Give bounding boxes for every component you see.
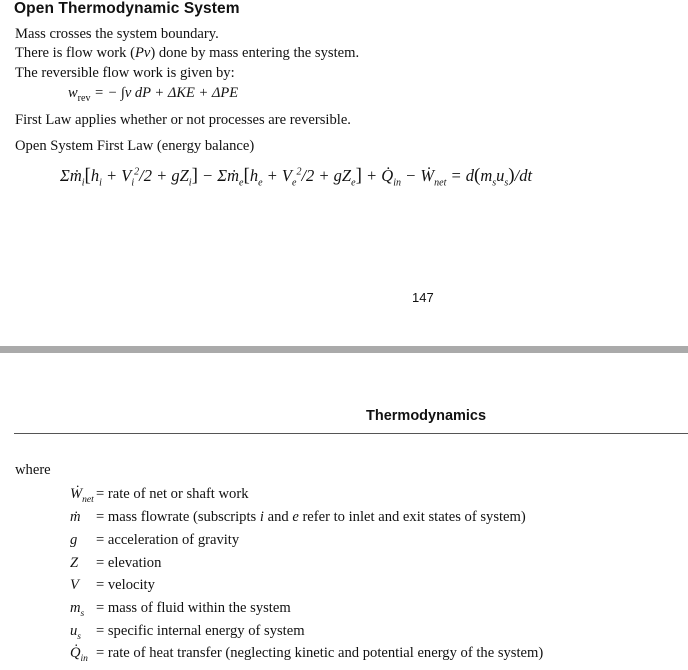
section-heading: Open Thermodynamic System	[14, 0, 240, 17]
intro-line-flow-work: There is flow work (Pv) done by mass entering the system.	[15, 45, 360, 61]
definition-text: = elevation	[96, 555, 162, 571]
flow-work-formula: $w_{rev}$ = − ∫v dP + ΔKE + ΔPE	[68, 85, 239, 104]
symbol-z: Z	[70, 555, 79, 571]
where-label: where	[15, 462, 51, 478]
definition-text: = mass flowrate (subscripts i and e refer to inlet and exit states of system)	[96, 509, 526, 525]
symbol-g: g	[70, 532, 78, 548]
energy-balance-formula: $\Sigma ṁ_i[h_i + V_i^2/2 + gZ_i]$ − $\Sigma ṁ_e[h_e + V_e^2/2 + gZ_e]$ + $Q̇_{in}$ − Ẇ$_{net}$ = $d(m_su_s)/dt$	[60, 165, 533, 189]
symbol-us: $u_s$	[70, 623, 81, 642]
page-divider	[0, 346, 688, 353]
definition-text: = specific internal energy of system	[96, 623, 305, 639]
first-law-line: First Law applies whether or not processes are reversible.	[15, 112, 351, 128]
running-head: Thermodynamics	[366, 408, 487, 424]
symbol-ms: $m_s$	[70, 600, 85, 619]
page-number: 147	[412, 290, 434, 305]
definition-text: = mass of fluid within the system	[96, 600, 291, 616]
symbol-v: V	[70, 577, 79, 593]
definition-text: = acceleration of gravity	[96, 532, 240, 548]
header-rule	[14, 433, 688, 434]
symbol-mdot: ṁ	[70, 509, 81, 525]
intro-line-mass: Mass crosses the system boundary.	[15, 26, 219, 42]
open-system-line: Open System First Law (energy balance)	[15, 138, 255, 154]
definition-text: = rate of heat transfer (neglecting kinetic and potential energy of the system)	[96, 645, 544, 661]
definition-text: = rate of net or shaft work	[96, 486, 249, 502]
definition-text: = velocity	[96, 577, 155, 593]
symbol-qin: $Q̇_{in}$	[70, 645, 88, 664]
intro-line-reversible: The reversible flow work is given by:	[15, 65, 235, 81]
symbol-wnet: Ẇ$_{net}$	[70, 486, 94, 505]
